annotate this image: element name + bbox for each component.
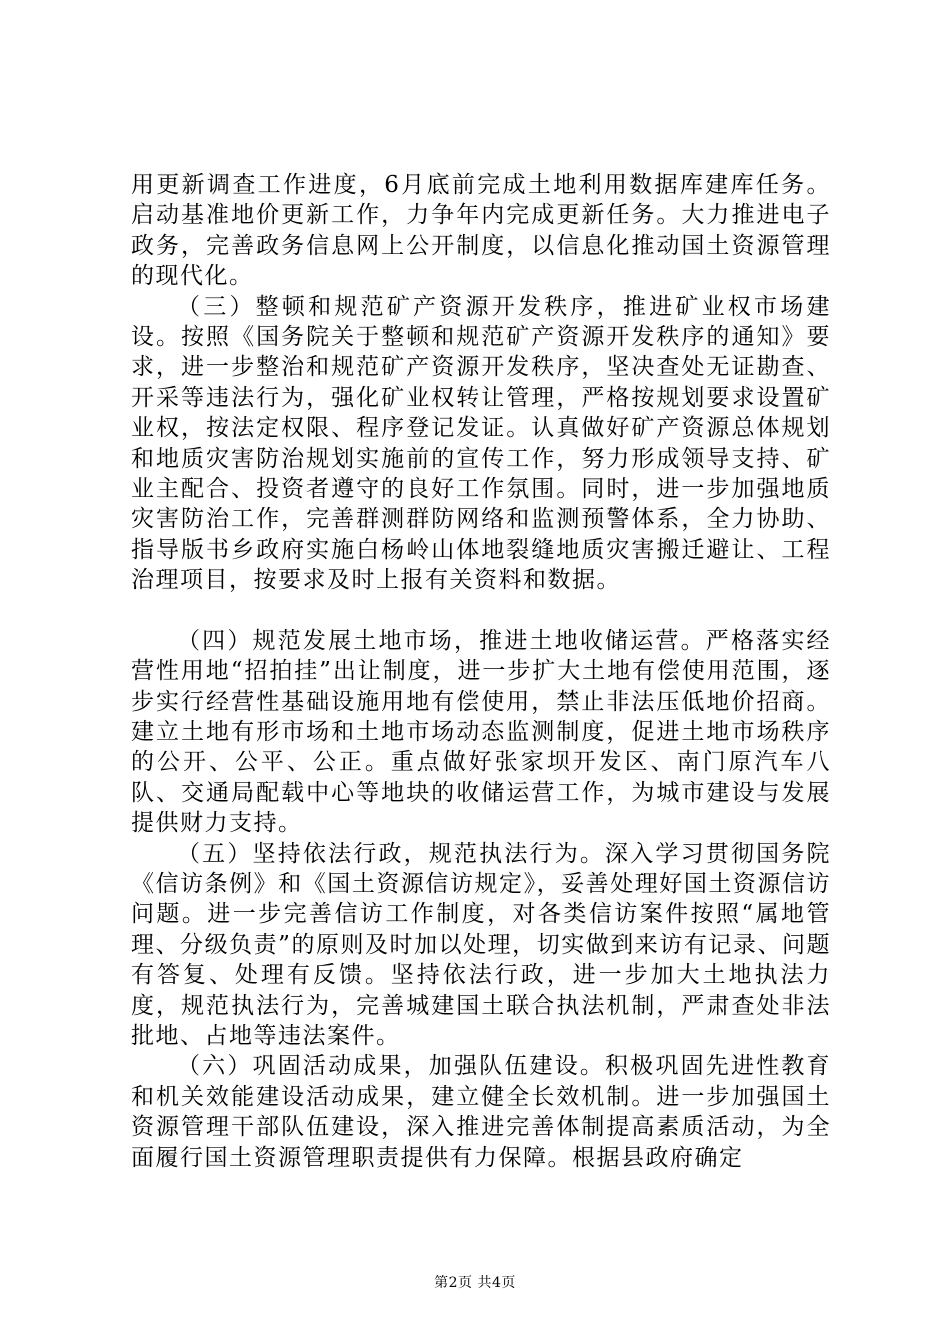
paragraph-section-5: （五）坚持依法行政，规范执法行为。深入学习贯彻国务院《信访条例》和《国土资源信访规定》，妥善处理好国土资源信访问题。进一步完善信访工作制度，对各类信访案件按照“属地管理、分级负责”的原则及时加以处理，切实做到来访有记录、问题有答复、处理有反馈。坚持依法行政，进一步加大土地执法力度，规范执法行为，完善城建国土联合执法机制，严肃查处非法批地、占地等违法案件。: [131, 840, 831, 1049]
paragraph-section-4: （四）规范发展土地市场，推进土地收储运营。严格落实经营性用地“招拍挂”出让制度，进一步扩大土地有偿使用范围，逐步实行经营性基础设施用地有偿使用，禁止非法压低地价招商。建立土地有形市场和土地市场动态监测制度，促进土地市场秩序的公开、公平、公正。重点做好张家坝开发区、南门原汽车八队、交通局配载中心等地块的收储运营工作，为城市建设与发展提供财力支持。: [131, 627, 831, 837]
paragraph-section-6: （六）巩固活动成果，加强队伍建设。积极巩固先进性教育和机关效能建设活动成果，建立健全长效机制。进一步加强国土资源管理干部队伍建设，深入推进完善体制提高素质活动，为全面履行国土资源管理职责提供有力保障。根据县政府确定: [131, 1053, 831, 1171]
document-body: [131, 170, 831, 1173]
page-footer: 第2页 共4页: [434, 1275, 516, 1291]
paragraph-continuation: 用更新调查工作进度，6月底前完成土地利用数据库建库任务。启动基准地价更新工作，力争年内完成更新任务。大力推进电子政务，完善政务信息网上公开制度，以信息化推动国土资源管理的现代化。: [131, 172, 831, 290]
paragraph-section-3: （三）整顿和规范矿产资源开发秩序，推进矿业权市场建设。按照《国务院关于整顿和规范矿产资源开发秩序的通知》要求，进一步整治和规范矿产资源开发秩序，坚决查处无证勘查、开采等违法行为，强化矿业权转让管理，严格按规划要求设置矿业权，按法定权限、程序登记发证。认真做好矿产资源总体规划和地质灾害防治规划实施前的宣传工作，努力形成领导支持、矿业主配合、投资者遵守的良好工作氛围。同时，进一步加强地质灾害防治工作，完善群测群防网络和监测预警体系，全力协助、指导版书乡政府实施白杨岭山体地裂缝地质灾害搬迁避让、工程治理项目，按要求及时上报有关资料和数据。: [131, 293, 831, 594]
